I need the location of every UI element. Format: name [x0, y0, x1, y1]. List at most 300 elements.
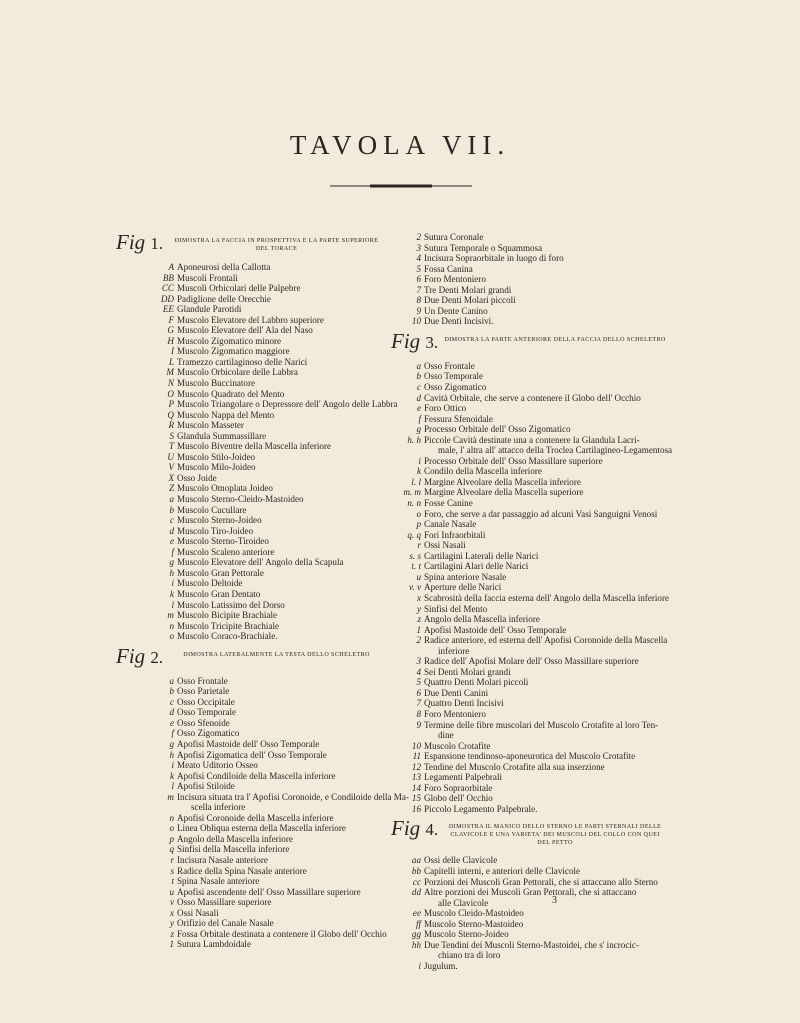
- entry-text: Muscolo Crotafite: [424, 740, 491, 751]
- entry-text: Osso Zigomatico: [424, 382, 487, 393]
- legend-entry: [116, 410, 384, 421]
- entry-text: Glandula Summassillare: [177, 430, 267, 441]
- entry-key: o: [169, 631, 174, 642]
- entry-text: Canale Nasale: [424, 519, 477, 530]
- legend-entry: [116, 515, 384, 526]
- entry-key: 8: [416, 708, 421, 719]
- entry-key: n. n: [407, 498, 421, 509]
- entry-text: Margine Alveolare della Mascella inferiore: [424, 476, 581, 487]
- entry-text: Porzioni dei Muscoli Gran Pettorali, che si attaccano allo Sterno: [424, 876, 658, 887]
- entry-key: DD: [160, 293, 174, 304]
- right-column: [391, 232, 673, 971]
- entry-text: Cavità Orbitale, che serve a contenere il Globo dell' Occhio: [424, 392, 641, 403]
- legend-entry: [391, 435, 666, 446]
- entry-key: 1: [416, 624, 421, 635]
- entry-text: Fossa Canina: [424, 263, 473, 274]
- figure-number: 1.: [150, 234, 164, 253]
- legend-entry: [116, 866, 384, 877]
- legend-entry: [116, 526, 384, 537]
- entry-key: p: [416, 519, 421, 530]
- legend-entry: [116, 494, 384, 505]
- entry-key: 10: [411, 740, 421, 751]
- entry-text: Muscolo Bicipite Brachiale: [177, 610, 278, 621]
- entry-key: k: [416, 466, 421, 477]
- figure-section: [391, 818, 666, 971]
- entry-text: Apofisi ascendente dell' Osso Massillare superiore: [177, 886, 361, 897]
- entry-key: m. m: [403, 487, 421, 498]
- legend-entry: [116, 771, 384, 782]
- entry-key: q. q: [407, 529, 421, 540]
- figure-word: Fig: [116, 230, 146, 254]
- legend-entry: [391, 709, 666, 720]
- legend-entry: [391, 561, 666, 572]
- entry-key: 2: [416, 232, 421, 242]
- entry-key: T: [168, 441, 174, 452]
- entry-key: m: [167, 610, 174, 621]
- legend-entry: [391, 950, 666, 961]
- entry-key: 16: [411, 803, 421, 814]
- legend-entry: [116, 728, 384, 739]
- legend-entry: [116, 589, 384, 600]
- entry-text: Muscolo Coraco-Brachiale.: [177, 631, 278, 642]
- entry-key: h: [169, 567, 174, 578]
- legend-entry: [391, 887, 666, 898]
- entry-text: Sinfisi della Mascella inferiore: [177, 844, 290, 855]
- entry-key: o: [169, 823, 174, 834]
- legend-entry: [391, 445, 673, 456]
- entry-text: Muscolo Nappa del Mento: [177, 409, 275, 420]
- entry-key: BB: [162, 272, 174, 283]
- entry-text: Muscolo Elevatore dell' Angolo della Scapula: [177, 557, 344, 568]
- legend-entry: [116, 462, 384, 473]
- entry-text: Osso Frontale: [424, 360, 475, 371]
- entry-key: s: [170, 865, 174, 876]
- entry-text: Foro Mentoniero: [424, 708, 486, 719]
- entry-text: Incisura Sopraorbitale in luogo di foro: [424, 253, 564, 264]
- entry-text: Tre Denti Molari grandi: [424, 284, 512, 295]
- entry-key: [116, 802, 177, 813]
- legend-entry: [391, 592, 670, 604]
- entry-text: Tramezzo cartilaginoso delle Narici: [177, 356, 308, 367]
- entry-key: x: [169, 907, 174, 918]
- entry-key: l. l: [411, 476, 421, 487]
- entry-text: Radice della Spina Nasale anteriore: [177, 865, 307, 876]
- entry-key: 1: [169, 939, 174, 950]
- legend-entry: [391, 519, 666, 530]
- entry-key: [391, 730, 424, 741]
- legend-entry: [391, 382, 666, 393]
- legend-entry: [391, 762, 666, 773]
- entry-key: i: [171, 760, 174, 771]
- entry-key: t: [171, 876, 174, 887]
- entry-key: f: [418, 413, 421, 424]
- legend-entry: [391, 656, 666, 667]
- legend-entry: [116, 547, 384, 558]
- figure-word: Fig: [116, 643, 146, 668]
- legend-entry: [116, 897, 384, 908]
- entry-key: k: [169, 770, 174, 781]
- entry-text: Due Denti Incisivi.: [424, 316, 494, 327]
- decorative-rule: [330, 184, 472, 188]
- entry-key: g: [169, 557, 174, 568]
- legend-entry: [391, 456, 666, 467]
- legend-entry: [116, 336, 384, 347]
- entry-text: Osso Frontale: [177, 675, 228, 686]
- entry-text: Muscolo Zigomatico minore: [177, 335, 282, 346]
- entry-text: Muscolo Milo-Joideo: [177, 462, 256, 473]
- entry-text: Quattro Denti Molari piccoli: [424, 677, 529, 688]
- figure-caption: DIMOSTRA IL MANICO DELLO STERNO LE PARTI STERNALI DELLE CLAVICOLE E UNA VARIETA' DEI MUSCOLI DEL COLLO CON QUEI DEL PETTO: [448, 824, 662, 847]
- entry-text: Espansione tendinoso-aponeurotica del Muscolo Crotafite: [424, 751, 636, 762]
- entry-text: Capitelli interni, e anteriori delle Clavicole: [424, 865, 581, 876]
- entry-key: i: [418, 960, 421, 971]
- entry-key: [391, 646, 424, 657]
- legend-entry: [116, 441, 384, 452]
- entry-key: [391, 950, 424, 961]
- entry-key: s. s: [409, 550, 421, 561]
- entry-text: Muscolo Gran Pettorale: [177, 567, 264, 578]
- legend-entry: [391, 698, 666, 709]
- entry-key: 8: [416, 295, 421, 306]
- entry-key: u: [169, 886, 174, 897]
- entry-text: Fosse Canine: [424, 498, 473, 509]
- entry-key: c: [169, 515, 174, 526]
- legend-entry: [116, 578, 384, 589]
- entry-key: Z: [168, 483, 174, 494]
- entry-text: Muscolo Sterno-Mastoideo: [424, 918, 524, 929]
- entry-text: Quattro Denti Incisivi: [424, 698, 504, 709]
- entry-text: Due Denti Canini: [424, 687, 489, 698]
- entry-text: Angolo della Mascella inferiore: [424, 614, 540, 625]
- legend-entry: [116, 325, 384, 336]
- entry-text: Muscolo Biventre della Mascella inferiore: [177, 441, 332, 452]
- entry-text: Sutura Temporale o Squammosa: [424, 242, 543, 253]
- legend-entry: [391, 487, 666, 498]
- legend-entry: [116, 760, 384, 771]
- legend-entry: [391, 625, 666, 636]
- figure-heading: [116, 643, 384, 668]
- entry-text: Muscolo Buccinatore: [177, 378, 256, 389]
- legend-entry: [116, 262, 384, 273]
- legend-entry: [391, 403, 666, 414]
- continued-list: [391, 232, 666, 327]
- figure-label: [116, 643, 164, 668]
- entry-key: p: [169, 833, 174, 844]
- entry-text: Muscolo Sterno-Joideo: [177, 515, 262, 526]
- figure-word: Fig: [391, 328, 421, 353]
- entry-key: b: [416, 371, 421, 382]
- entry-key: ff: [415, 918, 421, 929]
- entry-text: Muscolo Deltoide: [177, 578, 243, 589]
- legend-entry: [116, 781, 384, 792]
- entry-key: c: [416, 382, 421, 393]
- entry-text: Margine Alveolare della Mascella superiore: [424, 487, 584, 498]
- entry-key: L: [168, 356, 174, 367]
- figure-caption: DIMOSTRA LA FACCIA IN PROSPETTIVA E LA PARTE SUPERIORE DEL TORACE: [174, 238, 379, 252]
- entry-text: Apofisi Mastoide dell' Osso Temporale: [177, 738, 320, 749]
- entry-text: Muscolo Tiro-Joideo: [177, 525, 254, 536]
- entry-key: V: [168, 462, 174, 473]
- legend-entry: [116, 697, 384, 708]
- entry-key: t. t: [411, 561, 421, 572]
- entry-key: O: [167, 388, 174, 399]
- entry-text: Muscolo Gran Dentato: [177, 588, 261, 599]
- legend-entry: [391, 498, 666, 509]
- entry-text: Tendine del Muscolo Crotafite alla sua inserzione: [424, 761, 605, 772]
- entry-key: h: [169, 749, 174, 760]
- legend-entry: [391, 509, 666, 520]
- entry-text: Muscolo Cucullare: [177, 504, 247, 515]
- entry-key: e: [169, 536, 174, 547]
- entry-key: 3: [416, 656, 421, 667]
- entry-key: n: [169, 812, 174, 823]
- entry-text: Muscolo Scaleno anteriore: [177, 546, 275, 557]
- entry-text: alle Clavicole: [438, 897, 489, 908]
- figure-label: [391, 328, 439, 353]
- entry-key: cc: [412, 876, 421, 887]
- legend-entry: [391, 635, 666, 646]
- figure-heading: [391, 818, 666, 847]
- legend-entry: [116, 802, 384, 813]
- entry-key: a: [416, 360, 421, 371]
- entry-text: Condilo della Mascella inferiore: [424, 466, 542, 477]
- entry-key: m: [167, 791, 174, 802]
- entry-key: q: [169, 844, 174, 855]
- entry-text: Meato Uditorio Osseo: [177, 760, 258, 771]
- legend-entry: [116, 739, 384, 750]
- legend-entry: [391, 424, 666, 435]
- entry-key: 10: [411, 316, 421, 327]
- entry-text: dine: [438, 730, 454, 741]
- left-column: [116, 230, 409, 950]
- entry-key: F: [168, 314, 174, 325]
- legend-entry: [391, 667, 666, 678]
- legend-entry: [116, 483, 384, 494]
- entry-key: 11: [412, 751, 421, 762]
- entry-text: Cartilagini Laterali delle Narici: [424, 550, 539, 561]
- entry-key: c: [169, 696, 174, 707]
- entry-text: Osso Sfenoide: [177, 717, 230, 728]
- legend-entry: [116, 621, 384, 632]
- entry-text: Ossi delle Clavicole: [424, 855, 498, 866]
- entry-key: CC: [161, 283, 174, 294]
- legend-entry: [391, 530, 666, 541]
- entry-text: Apofisi Coronoide della Mascella inferiore: [177, 812, 334, 823]
- entry-text: Due Denti Molari piccoli: [424, 295, 516, 306]
- entry-key: r: [170, 854, 174, 865]
- legend-entry: [391, 877, 666, 888]
- entry-text: Radice dell' Apofisi Molare dell' Osso Massillare superiore: [424, 656, 639, 667]
- legend-entry: [391, 919, 666, 930]
- legend-entry: [391, 783, 666, 794]
- legend-entry: [391, 614, 666, 625]
- entry-key: 4: [416, 253, 421, 264]
- legend-entry: [391, 751, 666, 762]
- legend-entry: [391, 232, 666, 243]
- entry-key: X: [168, 472, 174, 483]
- entry-key: z: [170, 928, 174, 939]
- entry-key: b: [169, 504, 174, 515]
- entry-key: 9: [416, 305, 421, 316]
- entry-text: Un Dente Canino: [424, 305, 488, 316]
- entry-text: Osso Joide: [177, 472, 217, 483]
- legend-entry: [391, 274, 666, 285]
- entry-key: k: [169, 588, 174, 599]
- legend-entry: [391, 940, 666, 951]
- legend-entry: [391, 929, 666, 940]
- legend-entry: [116, 294, 384, 305]
- entry-text: Aponeurosi della Callotta: [177, 262, 271, 272]
- legend-entry: [116, 750, 384, 761]
- legend-entry: [116, 367, 384, 378]
- legend-entry: [391, 604, 666, 615]
- legend-entry: [391, 243, 666, 254]
- entry-key: d: [169, 707, 174, 718]
- entry-text: Sei Denti Molari grandi: [424, 666, 511, 677]
- figure-caption: DIMOSTRA LATERALMENTE LA TESTA DELLO SCHELETRO: [183, 651, 370, 658]
- legend-entry: [391, 720, 666, 731]
- entry-key: b: [169, 686, 174, 697]
- entry-text: Muscolo Triangolare o Depressore dell' Angolo delle Labbra: [177, 399, 398, 410]
- legend-entry: [391, 804, 666, 815]
- entry-key: 15: [411, 793, 421, 804]
- legend-entry: [391, 316, 666, 327]
- entry-text: Incisura Nasale anteriore: [177, 854, 268, 865]
- legend-entry: [116, 346, 384, 357]
- entry-key: N: [167, 378, 174, 389]
- page-title: TAVOLA VII.: [289, 130, 511, 160]
- legend-entry: [116, 908, 384, 919]
- entry-key: 5: [416, 677, 421, 688]
- entry-text: Osso Massillare superiore: [177, 897, 272, 908]
- entry-text: Sutura Coronale: [424, 232, 484, 242]
- entry-text: Spina Nasale anteriore: [177, 876, 260, 887]
- figure-heading: [116, 232, 384, 254]
- legend-entry: [116, 855, 384, 866]
- figure-label: [391, 818, 438, 840]
- entry-text: Glandule Parotidi: [177, 304, 242, 315]
- legend-entry: [391, 361, 666, 372]
- entry-key: I: [170, 346, 174, 357]
- entry-text: Processo Orbitale dell' Osso Massillare superiore: [424, 455, 603, 466]
- legend-entry: [116, 876, 384, 887]
- entry-key: 14: [411, 782, 421, 793]
- entry-text: Muscolo Sterno-Joideo: [424, 929, 509, 940]
- entry-key: gg: [411, 929, 421, 940]
- entry-text: Muscolo Elevatore dell' Ala del Naso: [177, 325, 313, 336]
- entry-key: r: [417, 540, 421, 551]
- entry-text: Radice anteriore, ed esterna dell' Apofisi Coronoide della Mascella: [424, 635, 668, 646]
- legend-entry: [391, 772, 666, 783]
- legend-entry: [391, 371, 666, 382]
- entry-text: Linea Obliqua esterna della Mascella inferiore: [177, 823, 346, 834]
- legend-entry: [391, 688, 666, 699]
- entry-text: Osso Temporale: [424, 371, 484, 382]
- entry-key: a: [169, 494, 174, 505]
- entry-key: [391, 898, 424, 909]
- entry-text: Foro, che serve a dar passaggio ad alcuni Vasi Sanguigni Venosi: [424, 508, 658, 519]
- entry-key: hh: [411, 939, 421, 950]
- entry-key: 5: [416, 263, 421, 274]
- entry-text: Foro Mentoniero: [424, 274, 486, 285]
- entry-key: i: [171, 578, 174, 589]
- entry-text: Foro Sopraorbitale: [424, 782, 493, 793]
- entry-text: Ossi Nasali: [424, 540, 466, 551]
- entry-key: i: [418, 455, 421, 466]
- entry-key: e: [416, 403, 421, 414]
- entry-text: Sutura Lambdoidale: [177, 939, 251, 950]
- legend-entry: [116, 707, 384, 718]
- entry-key: a: [169, 675, 174, 686]
- entry-key: aa: [411, 855, 421, 866]
- entry-text: Fori Infraorbitali: [424, 529, 486, 540]
- legend-entry: [391, 908, 666, 919]
- legend-entry: [116, 844, 384, 855]
- entry-text: Foro Ottico: [424, 403, 467, 414]
- entry-text: Aperture delle Narici: [424, 582, 502, 593]
- legend-entry: [391, 551, 666, 562]
- legend-entry: [391, 393, 666, 404]
- legend-entry: [116, 505, 384, 516]
- entry-text: Apofisi Condiloide della Mascella inferiore: [177, 770, 336, 781]
- entry-key: n: [169, 620, 174, 631]
- legend-entry: [116, 357, 384, 368]
- entry-text: Osso Occipitale: [177, 696, 235, 707]
- entry-key: 13: [411, 772, 421, 783]
- legend-entry: [391, 477, 666, 488]
- figure-word: Fig: [391, 816, 421, 841]
- legend-entry: [116, 918, 384, 929]
- entry-key: 3: [416, 242, 421, 253]
- entry-key: 6: [416, 687, 421, 698]
- entry-key: S: [169, 430, 174, 441]
- legend-entry: [116, 273, 384, 284]
- entry-text: Sinfisi del Mento: [424, 603, 488, 614]
- entry-key: f: [171, 546, 174, 557]
- entry-key: g: [416, 424, 421, 435]
- figure-label: [116, 232, 163, 254]
- entry-text: Osso Temporale: [177, 707, 237, 718]
- entry-text: Angolo della Mascella inferiore: [177, 833, 293, 844]
- entry-key: o: [416, 508, 421, 519]
- entry-key: U: [167, 451, 174, 462]
- figure-number: 4.: [425, 820, 439, 840]
- entry-text: Padiglione delle Orecchie: [177, 293, 271, 304]
- legend-entry: [391, 793, 666, 804]
- entry-text: Globo dell' Occhio: [424, 793, 493, 804]
- entry-key: ee: [412, 908, 421, 919]
- entry-key: P: [168, 399, 174, 410]
- entry-text: Orifizio del Canale Nasale: [177, 918, 274, 929]
- entry-key: Q: [167, 409, 174, 420]
- legend-entry: [116, 389, 384, 400]
- figure-section: [116, 643, 409, 950]
- legend-entry: [116, 813, 384, 824]
- legend-entry: [116, 600, 384, 611]
- entry-text: scella inferiore: [191, 802, 246, 813]
- entry-key: z: [417, 614, 421, 625]
- legend-entry: [116, 939, 384, 950]
- legend-entry: [116, 473, 384, 484]
- entry-key: A: [168, 262, 174, 272]
- legend-entry: [391, 264, 666, 275]
- legend-entry: [391, 855, 666, 866]
- entry-text: Fossa Orbitale destinata a contenere il Globo dell' Occhio: [177, 928, 387, 939]
- entry-text: Piccolo Legamento Palpebrale.: [424, 803, 538, 814]
- legend-entry: [391, 741, 666, 752]
- entry-key: y: [169, 918, 174, 929]
- entry-text: Muscolo Sterno-Cleido-Mastoideo: [177, 494, 304, 505]
